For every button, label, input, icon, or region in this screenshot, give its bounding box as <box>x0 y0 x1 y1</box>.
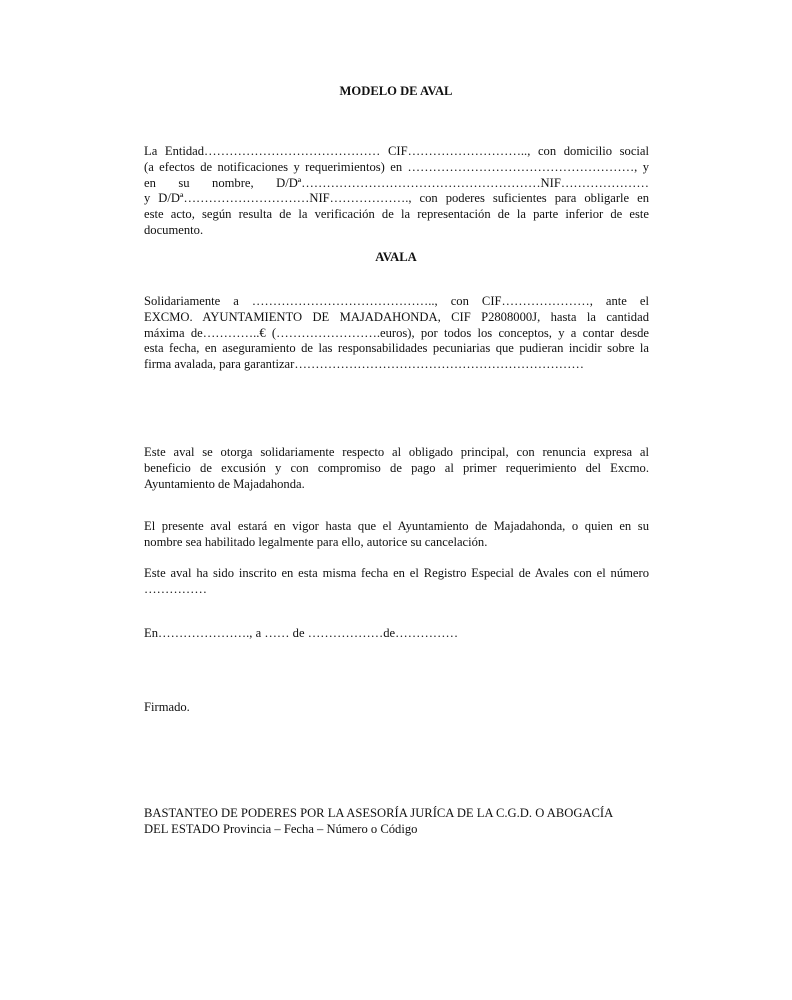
paragraph-line: En…………………., a …… de ………………de…………… <box>144 626 459 640</box>
paragraph-validity <box>144 519 649 551</box>
paragraph-guarantee <box>144 294 649 373</box>
paragraph-line: EXCMO. AYUNTAMIENTO DE MAJADAHONDA, CIF P2808000J, hasta la cantidad <box>144 309 649 324</box>
paragraph-line: BASTANTEO DE PODERES POR LA ASESORÍA JURÍCA DE LA C.G.D. O ABOGACÍA <box>144 806 614 820</box>
paragraph-line: Firmado. <box>144 700 190 714</box>
paragraph-line: firma avalada, para garantizar…………………………………………………………… <box>144 357 584 372</box>
paragraph-line: El presente aval estará en vigor hasta que el Ayuntamiento de Majadahonda, o quien en su <box>144 519 649 533</box>
paragraph-line: …………… <box>144 581 207 596</box>
paragraph-line: en su nombre, D/Dª…………………………………………………NIF………………… <box>144 175 649 190</box>
paragraph-registry <box>144 566 649 598</box>
paragraph-bastanteo <box>144 806 649 838</box>
paragraph-solidarity <box>144 445 649 492</box>
paragraph-line: documento. <box>144 222 204 237</box>
paragraph-line: Ayuntamiento de Majadahonda. <box>144 476 305 491</box>
paragraph-line: nombre sea habilitado legalmente para ello, autorice su cancelación. <box>144 534 488 549</box>
document-title: MODELO DE AVAL <box>339 84 453 98</box>
paragraph-line: La Entidad…………………………………… CIF……………………….., con domicilio social <box>144 144 649 158</box>
paragraph-line: Este aval se otorga solidariamente respecto al obligado principal, con renuncia expresa al <box>144 445 649 459</box>
paragraph-line: este acto, según resulta de la verificación de la representación de la parte inferior de este <box>144 207 649 222</box>
paragraph-entity <box>144 144 649 239</box>
paragraph-line: (a efectos de notificaciones y requerimientos) en ………………………………………………, y <box>144 159 649 174</box>
paragraph-line: esta fecha, en aseguramiento de las responsabilidades pecuniarias que pudieran incidir sobre la <box>144 341 649 356</box>
paragraph-signed <box>144 700 649 716</box>
paragraph-line: Solidariamente a …………………………………….., con CIF…………………, ante el <box>144 294 649 308</box>
section-heading-avala: AVALA <box>375 250 417 264</box>
paragraph-line: máxima de…………..€ (…………………….euros), por todos los conceptos, y a contar desde <box>144 325 649 340</box>
paragraph-line: beneficio de excusión y con compromiso de pago al primer requerimiento del Excmo. <box>144 460 649 475</box>
paragraph-place-date <box>144 626 649 642</box>
paragraph-line: Este aval ha sido inscrito en esta misma fecha en el Registro Especial de Avales con el número <box>144 566 649 580</box>
paragraph-line: DEL ESTADO Provincia – Fecha – Número o Código <box>144 821 418 836</box>
paragraph-line: y D/Dª…………………………NIF………………., con poderes suficientes para obligarle en <box>144 191 649 206</box>
